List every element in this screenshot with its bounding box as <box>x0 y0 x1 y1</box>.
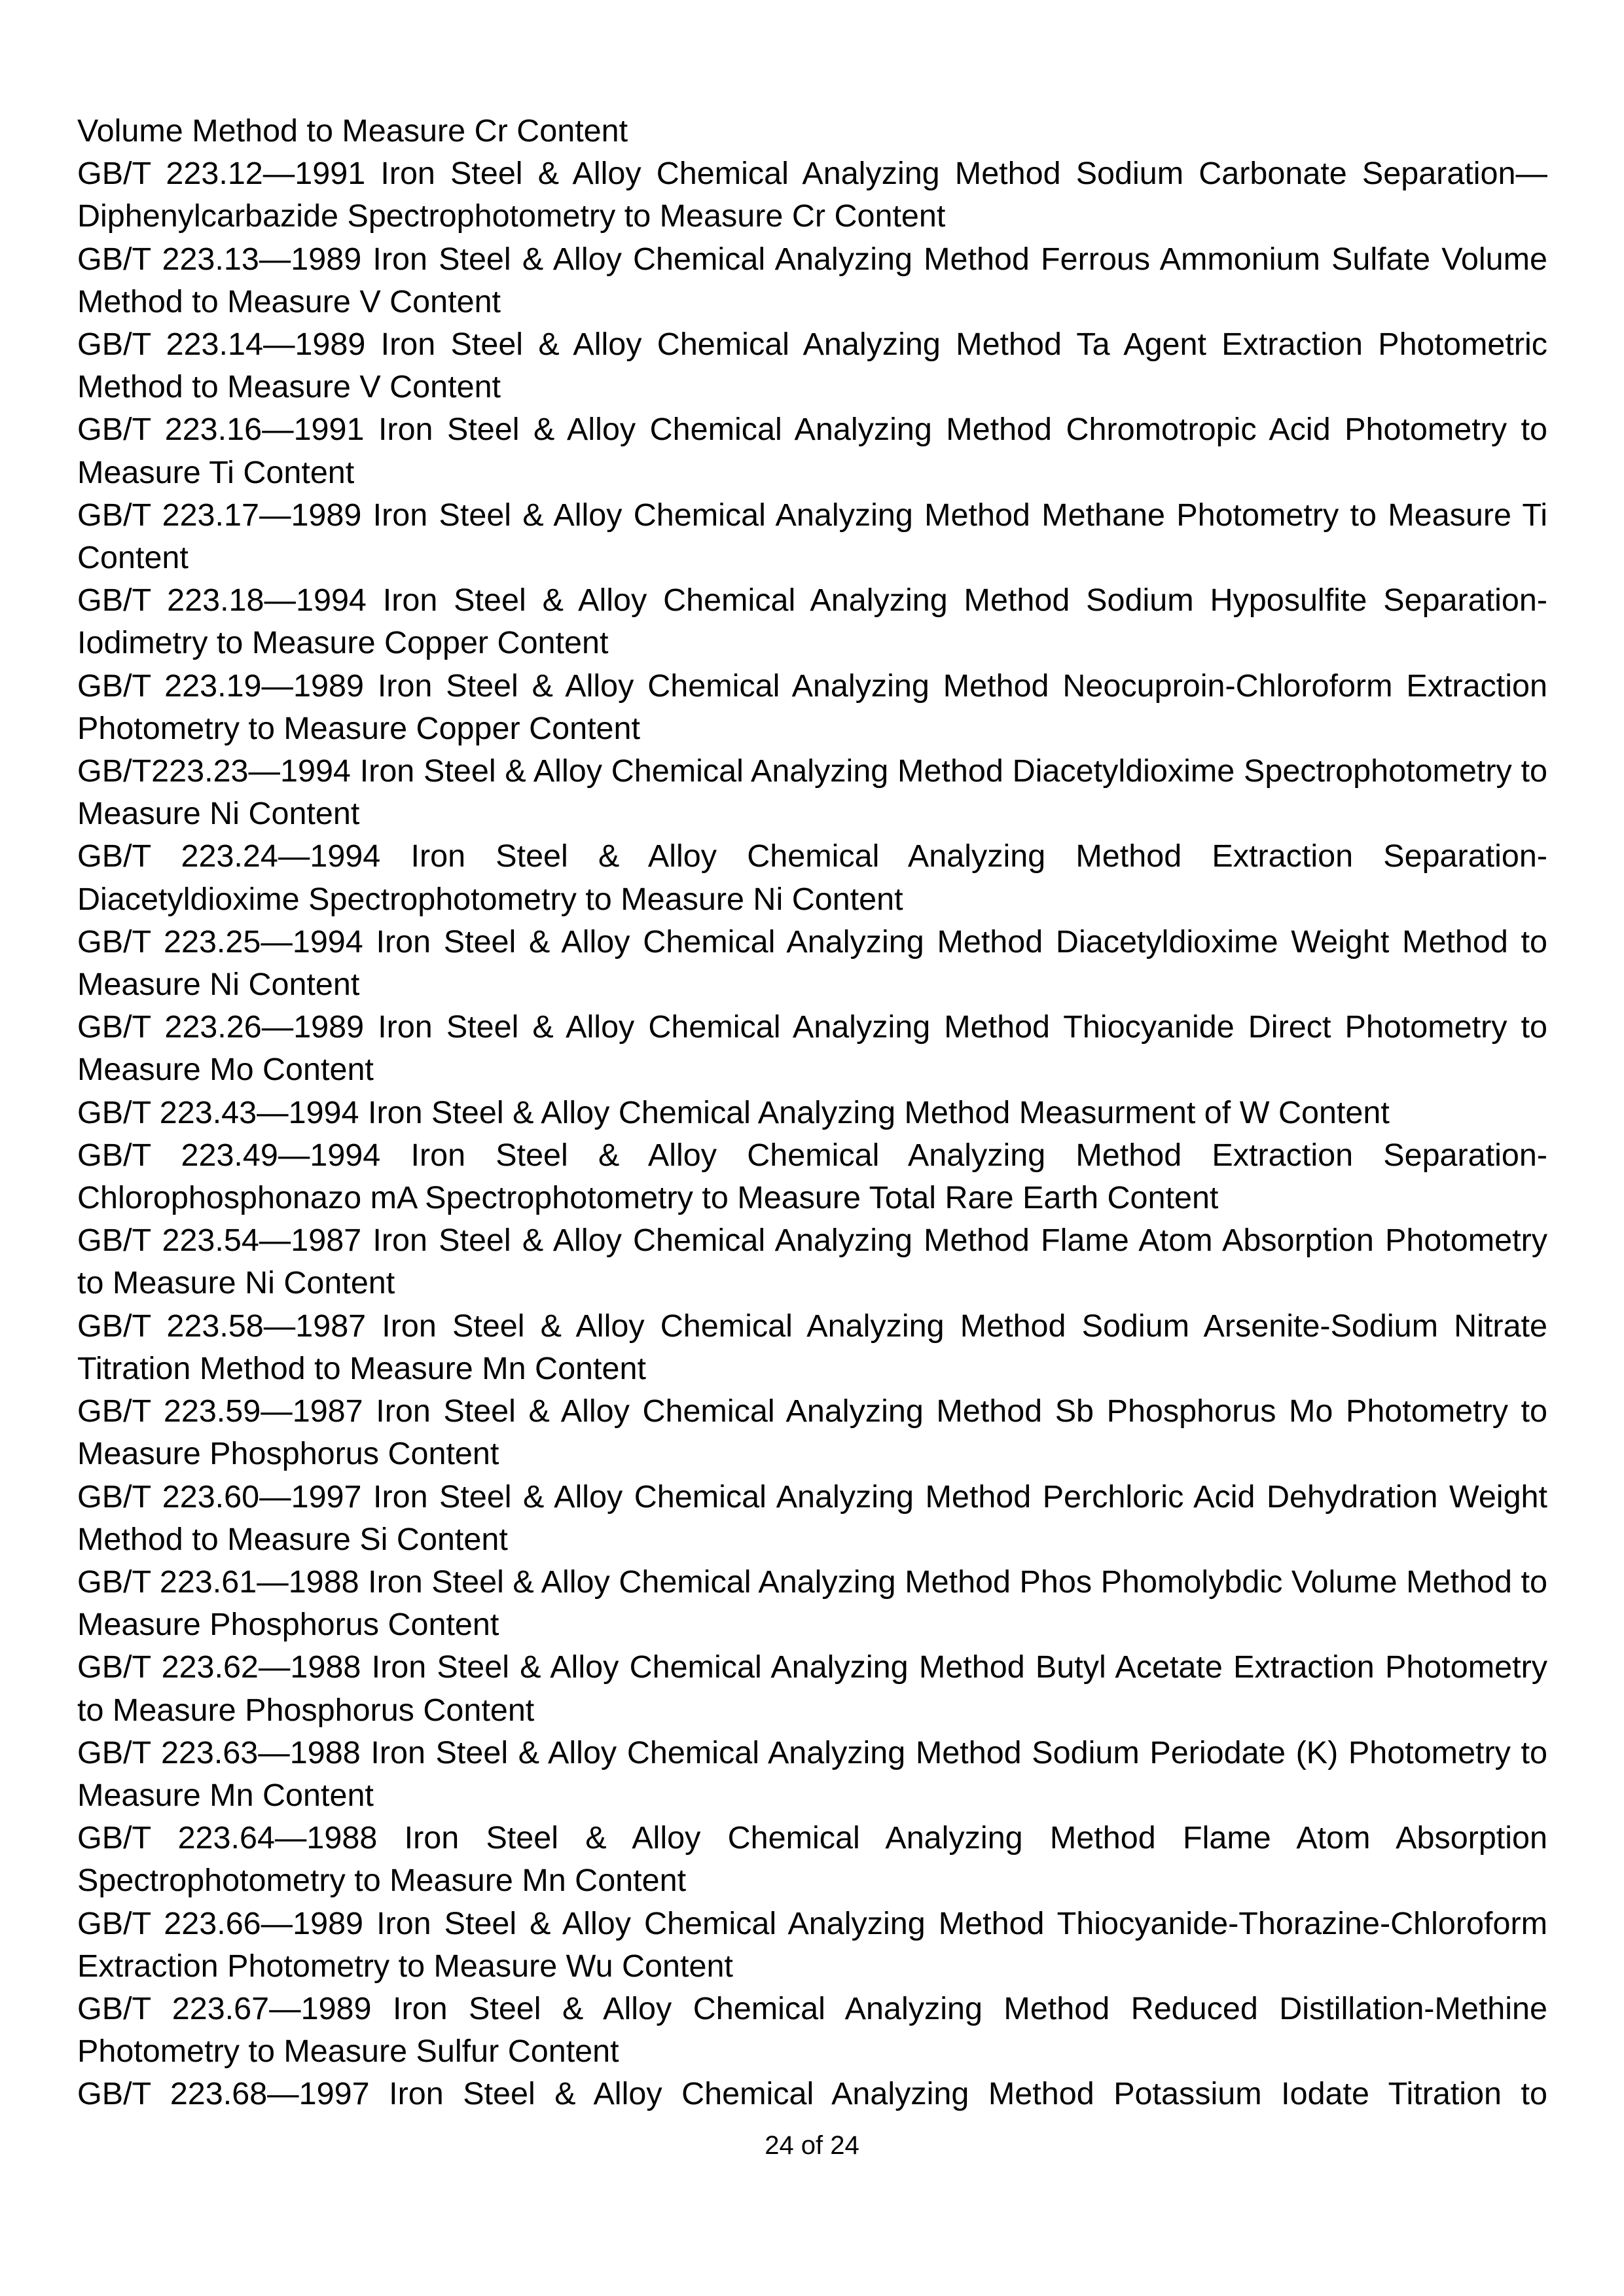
standard-title: Iron Steel & Alloy Chemical Analyzing Method Chromotropic Acid Photometry to Measure Ti Content <box>77 412 1548 490</box>
standard-title: Iron Steel & Alloy Chemical Analyzing Method Sodium Carbonate Separation—Diphenylcarbazide Spectrophotometry to Measure Cr Content <box>77 156 1547 234</box>
standard-code: GB/T 223.58—1987 <box>77 1308 367 1344</box>
standard-title: Iron Steel & Alloy Chemical Analyzing Method Methane Photometry to Measure Ti Content <box>77 497 1548 576</box>
standard-entry <box>77 238 1547 323</box>
standard-entry <box>77 1092 1547 1134</box>
standard-title: Iron Steel & Alloy Chemical Analyzing Method Measurment of W Content <box>368 1094 1390 1130</box>
standard-title: Iron Steel & Alloy Chemical Analyzing Method Perchloric Acid Dehydration Weight Method to Measure Si Content <box>77 1479 1547 1557</box>
standard-code: GB/T 223.61—1988 <box>77 1564 359 1600</box>
standard-code: GB/T 223.12—1991 <box>77 156 366 192</box>
standard-code: GB/T 223.60—1997 <box>77 1479 362 1515</box>
standard-entry <box>77 921 1547 1006</box>
standard-entry <box>77 665 1547 750</box>
standard-entry <box>77 1134 1547 1219</box>
standard-code: GB/T 223.25—1994 <box>77 924 363 960</box>
standard-code: GB/T 223.18—1994 <box>77 583 367 619</box>
standard-entry <box>77 579 1547 664</box>
standard-title: Iron Steel & Alloy Chemical Analyzing Method Phos Phomolybdic Volume Method to Measure Phosphorus Content <box>77 1564 1547 1643</box>
standard-title: Iron Steel & Alloy Chemical Analyzing Method Reduced Distillation-Methine Photometry to Measure Sulfur Content <box>77 1990 1547 2070</box>
standard-title: Iron Steel & Alloy Chemical Analyzing Method Flame Atom Absorption Spectrophotometry to Measure Mn Content <box>77 1820 1547 1899</box>
standard-code: GB/T 223.19—1989 <box>77 668 364 704</box>
standard-title: Iron Steel & Alloy Chemical Analyzing Method Extraction Separation-Chlorophosphonazo mA Spectrophotometry to Measure Total Rare Earth Content <box>77 1137 1547 1216</box>
page-number: 24 of 24 <box>765 2131 859 2160</box>
standard-code: GB/T 223.26—1989 <box>77 1009 365 1045</box>
standard-code: GB/T 223.13—1989 <box>77 241 362 277</box>
standard-title: Iron Steel & Alloy Chemical Analyzing Method Sodium Arsenite-Sodium Nitrate Titration Method to Measure Mn Content <box>77 1308 1547 1386</box>
standard-code: GB/T 223.24—1994 <box>77 838 381 874</box>
continuation-line: Volume Method to Measure Cr Content <box>77 113 628 149</box>
standard-entry <box>77 1006 1547 1091</box>
standard-code: GB/T 223.49—1994 <box>77 1137 381 1173</box>
standard-title: Iron Steel & Alloy Chemical Analyzing Method Potassium Iodate Titration to <box>389 2076 1547 2112</box>
standard-entry <box>77 1646 1547 1731</box>
standard-code: GB/T 223.62—1988 <box>77 1649 361 1685</box>
standard-entry <box>77 494 1547 579</box>
standard-entry <box>77 1476 1547 1561</box>
standard-code: GB/T 223.59—1987 <box>77 1393 363 1429</box>
standard-title: Iron Steel & Alloy Chemical Analyzing Method Flame Atom Absorption Photometry to Measure Ni Content <box>77 1223 1547 1301</box>
standard-title: Iron Steel & Alloy Chemical Analyzing Method Ta Agent Extraction Photometric Method to Measure V Content <box>77 327 1547 405</box>
standard-code: GB/T 223.68—1997 <box>77 2076 370 2112</box>
standard-title: Iron Steel & Alloy Chemical Analyzing Method Sodium Hyposulfite Separation-Iodimetry to Measure Copper Content <box>77 583 1547 661</box>
standard-title: Iron Steel & Alloy Chemical Analyzing Method Thiocyanide-Thorazine-Chloroform Extraction Photometry to Measure Wu Content <box>77 1905 1547 1984</box>
standard-code: GB/T 223.63—1988 <box>77 1734 361 1770</box>
standard-entry <box>77 1988 1547 2073</box>
standard-title: Iron Steel & Alloy Chemical Analyzing Method Sodium Periodate (K) Photometry to Measure Mn Content <box>77 1734 1548 1813</box>
standard-entry <box>77 1219 1547 1304</box>
standard-code: GB/T 223.64—1988 <box>77 1820 378 1856</box>
standard-title: Iron Steel & Alloy Chemical Analyzing Method Diacetyldioxime Spectrophotometry to Measure Ni Content <box>77 753 1547 832</box>
standard-entry <box>77 835 1547 920</box>
standard-entry <box>77 1390 1547 1475</box>
standard-code: GB/T 223.66—1989 <box>77 1905 364 1941</box>
standard-code: GB/T 223.17—1989 <box>77 497 362 533</box>
standard-entry <box>77 1561 1547 1646</box>
standard-title: Iron Steel & Alloy Chemical Analyzing Method Neocuproin-Chloroform Extraction Photometry to Measure Copper Content <box>77 668 1547 746</box>
standard-entry <box>77 1903 1547 1988</box>
standard-entry <box>77 1305 1547 1390</box>
standard-code: GB/T223.23—1994 <box>77 753 351 789</box>
standard-code: GB/T 223.16—1991 <box>77 412 365 448</box>
standard-title: Iron Steel & Alloy Chemical Analyzing Method Sb Phosphorus Mo Photometry to Measure Phosphorus Content <box>77 1393 1548 1472</box>
standard-entry <box>77 323 1547 408</box>
standards-list <box>77 152 1547 2115</box>
standard-title: Iron Steel & Alloy Chemical Analyzing Method Extraction Separation-Diacetyldioxime Spectrophotometry to Measure Ni Content <box>77 838 1547 917</box>
standard-title: Iron Steel & Alloy Chemical Analyzing Method Thiocyanide Direct Photometry to Measure Mo Content <box>77 1009 1548 1088</box>
standard-entry <box>77 750 1547 835</box>
document-body <box>77 110 1547 2116</box>
standard-code: GB/T 223.67—1989 <box>77 1990 372 2026</box>
standard-entry <box>77 408 1547 493</box>
standard-title: Iron Steel & Alloy Chemical Analyzing Method Butyl Acetate Extraction Photometry to Measure Phosphorus Content <box>77 1649 1547 1728</box>
standard-entry <box>77 1817 1547 1902</box>
standard-title: Iron Steel & Alloy Chemical Analyzing Method Diacetyldioxime Weight Method to Measure Ni Content <box>77 924 1547 1003</box>
standard-entry <box>77 1732 1547 1817</box>
standard-entry <box>77 152 1547 238</box>
standard-code: GB/T 223.43—1994 <box>77 1094 359 1130</box>
standard-title: Iron Steel & Alloy Chemical Analyzing Method Ferrous Ammonium Sulfate Volume Method to Measure V Content <box>77 241 1547 319</box>
standard-code: GB/T 223.14—1989 <box>77 327 366 363</box>
standard-code: GB/T 223.54—1987 <box>77 1223 362 1259</box>
standard-entry <box>77 2073 1547 2115</box>
